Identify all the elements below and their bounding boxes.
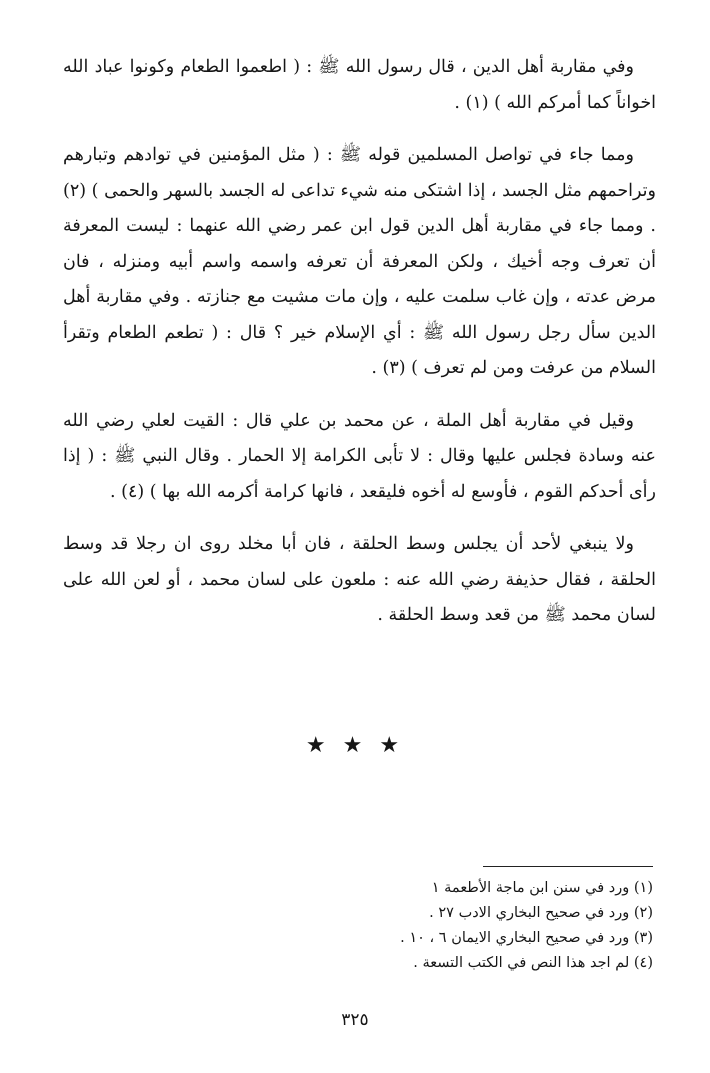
paragraph-sitting-in-circle: ولا ينبغي لأحد أن يجلس وسط الحلقة ، فان أبا مخلد روى ان رجلا قد وسط الحلقة ، فقال حذيفة رضي الله عنه : ملعون على لسان محمد ، أو لعن الله على لسان محمد ﷺ من قعد وسط الحلقة .	[63, 534, 656, 625]
paragraph-approaching-people-of-religion: وفي مقاربة أهل الدين ، قال رسول الله ﷺ : ( اطعموا الطعام وكونوا عباد الله اخواناً كما أمركم الله ) (١) .	[63, 57, 656, 113]
main-text	[63, 50, 656, 634]
footnotes-list	[253, 876, 653, 976]
footnote-divider	[483, 866, 653, 867]
footnote-item: (١) ورد في سنن ابن ماجة الأطعمة ١	[431, 880, 653, 896]
footnote-item: (٢) ورد في صحيح البخاري الادب ٢٧ .	[429, 905, 653, 921]
footnote-item: (٣) ورد في صحيح البخاري الايمان ٦ ، ١٠ .	[400, 930, 653, 946]
footnote-item: (٤) لم اجد هذا النص في الكتب التسعة .	[413, 955, 653, 971]
paragraph-connection-of-muslims: ومما جاء في تواصل المسلمين قوله ﷺ : ( مثل المؤمنين في توادهم وتبارهم وتراحمهم مثل الجسد ، إذا اشتكى منه شيء تداعى له الجسد بالسهر والحمى ) (٢) . ومما جاء في مقاربة أهل الدين قول ابن عمر رضي الله عنهما : ليست المعرفة أن تعرف وجه أخيك ، ولكن المعرفة أن تعرفه واسمه واسم أبيه ومنزله ، فان مرض عدته ، وإن غاب سلمت عليه ، وإن مات مشيت مع جنازته . وفي مقاربة أهل الدين سأل رجل رسول الله ﷺ : أي الإسلام خير ؟ قال : ( تطعم الطعام وتقرأ السلام من عرفت ومن لم تعرف ) (٣) .	[63, 145, 656, 378]
paragraph-honoring-guest: وقيل في مقاربة أهل الملة ، عن محمد بن علي قال : القيت لعلي رضي الله عنه وسادة فجلس عليها وقال : لا تأبى الكرامة إلا الحمار . وقال النبي ﷺ : ( إذا رأى أحدكم القوم ، فأوسع له أخوه فليقعد ، فانها كرامة أكرمه الله بها ) (٤) .	[63, 410, 656, 502]
section-separator-stars: ★ ★ ★	[305, 733, 405, 758]
page-number: ٣٢٥	[341, 1010, 369, 1030]
